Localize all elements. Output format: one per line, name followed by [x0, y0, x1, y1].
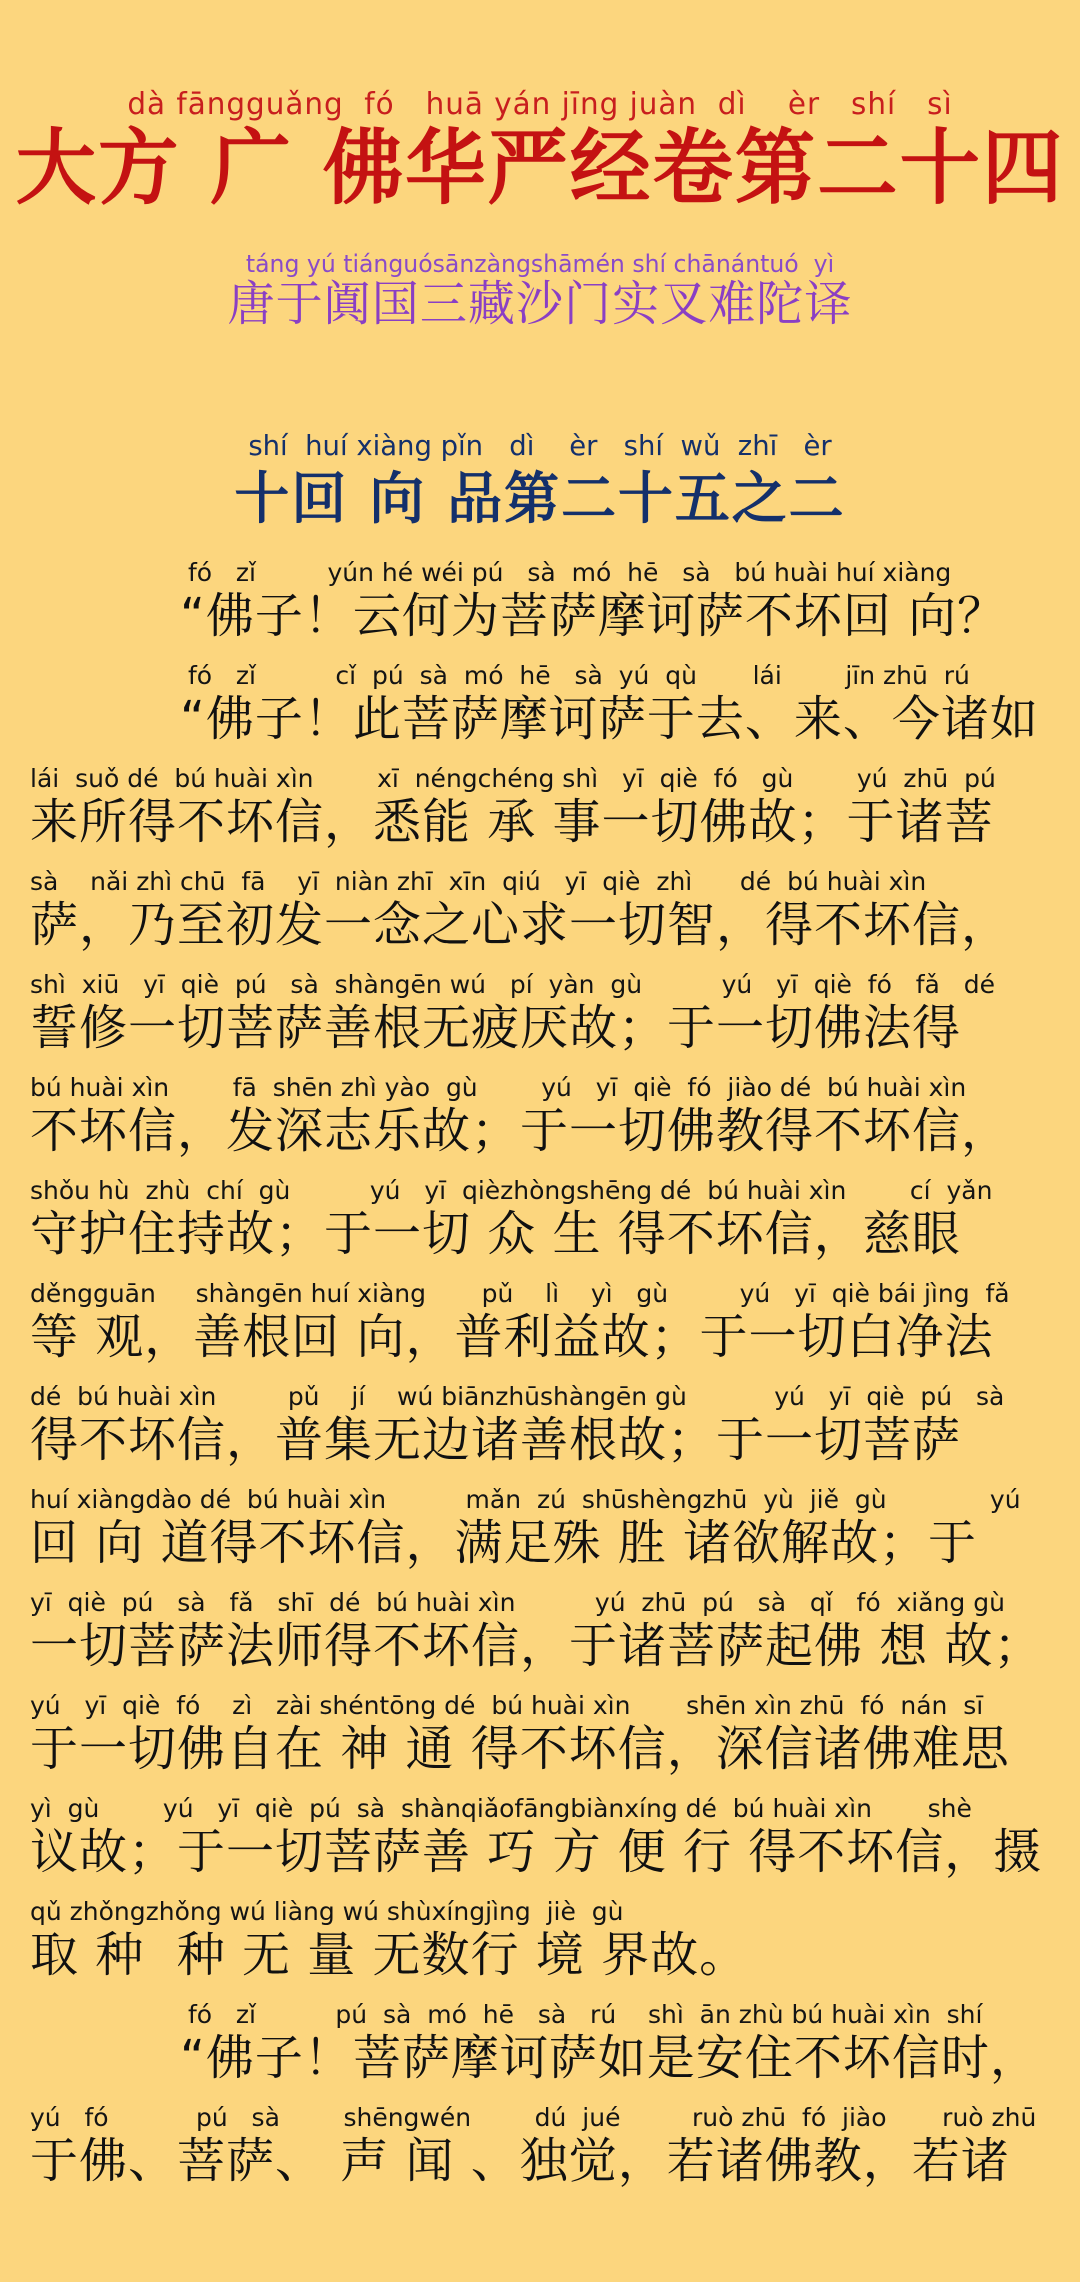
- text-line: [30, 560, 1060, 663]
- text-line: [30, 972, 1060, 1075]
- hanzi-text: 得不坏信，普集无边诸善根故；于一切菩萨: [30, 1412, 962, 1468]
- hanzi-text: 于一切佛自在 神 通 得不坏信，深信诸佛难思: [30, 1721, 1010, 1777]
- hanzi-text: 守护住持故；于一切 众 生 得不坏信，慈眼: [30, 1206, 961, 1262]
- text-line: [30, 766, 1060, 869]
- pinyin-annotation: dé bú huài xìn pǔ jí wú biānzhūshàngēn gù yú yī qiè pú sà: [30, 1382, 1005, 1411]
- text-line: [30, 2002, 1060, 2105]
- pinyin-annotation: shǒu hù zhù chí gù yú yī qièzhòngshēng dé bú huài xìn cí yǎn: [30, 1176, 993, 1205]
- text-line: [30, 1590, 1060, 1693]
- pinyin-annotation: fó zǐ pú sà mó hē sà rú shì ān zhù bú huài xìn shí: [180, 2000, 983, 2029]
- hanzi-text: 取 种 种 无 量 无数行 境 界故。: [30, 1927, 749, 1983]
- hanzi-text: “佛子！云何为菩萨摩诃萨不坏回 向？: [180, 588, 1007, 644]
- title-pinyin: dà fāngguǎng fó huā yán jīng juàn dì èr shí sì: [127, 87, 953, 122]
- pinyin-annotation: fó zǐ yún hé wéi pú sà mó hē sà bú huài huí xiàng: [180, 558, 952, 587]
- text-line: [30, 1075, 1060, 1178]
- scripture-body: [30, 560, 1060, 2208]
- text-line: [30, 1693, 1060, 1796]
- pinyin-annotation: sà nǎi zhì chū fā yī niàn zhī xīn qiú yī qiè zhì dé bú huài xìn: [30, 867, 927, 896]
- hanzi-text: 一切菩萨法师得不坏信，于诸菩萨起佛 想 故；: [30, 1618, 1043, 1674]
- pinyin-annotation: qǔ zhǒngzhǒng wú liàng wú shùxíngjìng jiè gù: [30, 1897, 624, 1926]
- pinyin-annotation: bú huài xìn fā shēn zhì yào gù yú yī qiè fó jiào dé bú huài xìn: [30, 1073, 967, 1102]
- text-line: [30, 1281, 1060, 1384]
- hanzi-text: 于佛、菩萨、 声 闻 、独觉，若诸佛教，若诸: [30, 2133, 1010, 2189]
- hanzi-text: “佛子！菩萨摩诃萨如是安住不坏信时，: [180, 2030, 1039, 2086]
- hanzi-text: “佛子！此菩萨摩诃萨于去、来、今诸如: [180, 691, 1039, 747]
- pinyin-annotation: yì gù yú yī qiè pú sà shànqiǎofāngbiànxíng dé bú huài xìn shè: [30, 1794, 972, 1823]
- hanzi-text: 回 向 道得不坏信，满足殊 胜 诸欲解故；于: [30, 1515, 978, 1571]
- page-title: 大方 广 佛华严经卷第二十四: [15, 121, 1065, 216]
- text-line: [30, 1487, 1060, 1590]
- text-line: [30, 663, 1060, 766]
- hanzi-text: 不坏信，发深志乐故；于一切佛教得不坏信，: [30, 1103, 1011, 1159]
- hanzi-text: 等 观，善根回 向，普利益故；于一切白净法: [30, 1309, 994, 1365]
- text-line: [30, 1178, 1060, 1281]
- pinyin-annotation: huí xiàngdào dé bú huài xìn mǎn zú shūshèngzhū yù jiě gù yú: [30, 1485, 1021, 1514]
- hanzi-text: 萨，乃至初发一念之心求一切智，得不坏信，: [30, 897, 1011, 953]
- pinyin-annotation: děngguān shàngēn huí xiàng pǔ lì yì gù yú yī qiè bái jìng fǎ: [30, 1279, 1010, 1308]
- pinyin-annotation: yī qiè pú sà fǎ shī dé bú huài xìn yú zhū pú sà qǐ fó xiǎng gù: [30, 1588, 1005, 1617]
- pinyin-annotation: shì xiū yī qiè pú sà shàngēn wú pí yàn gù yú yī qiè fó fǎ dé: [30, 970, 995, 999]
- hanzi-text: 来所得不坏信，悉能 承 事一切佛故；于诸菩: [30, 794, 994, 850]
- pinyin-annotation: yú fó pú sà shēngwén dú jué ruò zhū fó jiào ruò zhū: [30, 2103, 1037, 2132]
- text-line: [30, 1384, 1060, 1487]
- text-line: [30, 1796, 1060, 1899]
- translator-pinyin: táng yú tiánguósānzàngshāmén shí chānántuó yì: [245, 250, 835, 278]
- text-line: [30, 869, 1060, 972]
- text-line: [30, 2105, 1060, 2208]
- pinyin-annotation: fó zǐ cǐ pú sà mó hē sà yú qù lái jīn zhū rú: [180, 661, 970, 690]
- translator-line: 唐于阗国三藏沙门实叉难陀译: [227, 276, 853, 332]
- chapter-title: 十回 向 品第二十五之二: [234, 467, 846, 532]
- pinyin-annotation: lái suǒ dé bú huài xìn xī néngchéng shì yī qiè fó gù yú zhū pú: [30, 764, 996, 793]
- text-line: [30, 1899, 1060, 2002]
- chapter-pinyin: shí huí xiàng pǐn dì èr shí wǔ zhī èr: [248, 429, 832, 462]
- hanzi-text: 议故；于一切菩萨善 巧 方 便 行 得不坏信，摄: [30, 1824, 1043, 1880]
- hanzi-text: 誓修一切菩萨善根无疲厌故；于一切佛法得: [30, 1000, 962, 1056]
- pinyin-annotation: yú yī qiè fó zì zài shéntōng dé bú huài xìn shēn xìn zhū fó nán sī: [30, 1691, 984, 1720]
